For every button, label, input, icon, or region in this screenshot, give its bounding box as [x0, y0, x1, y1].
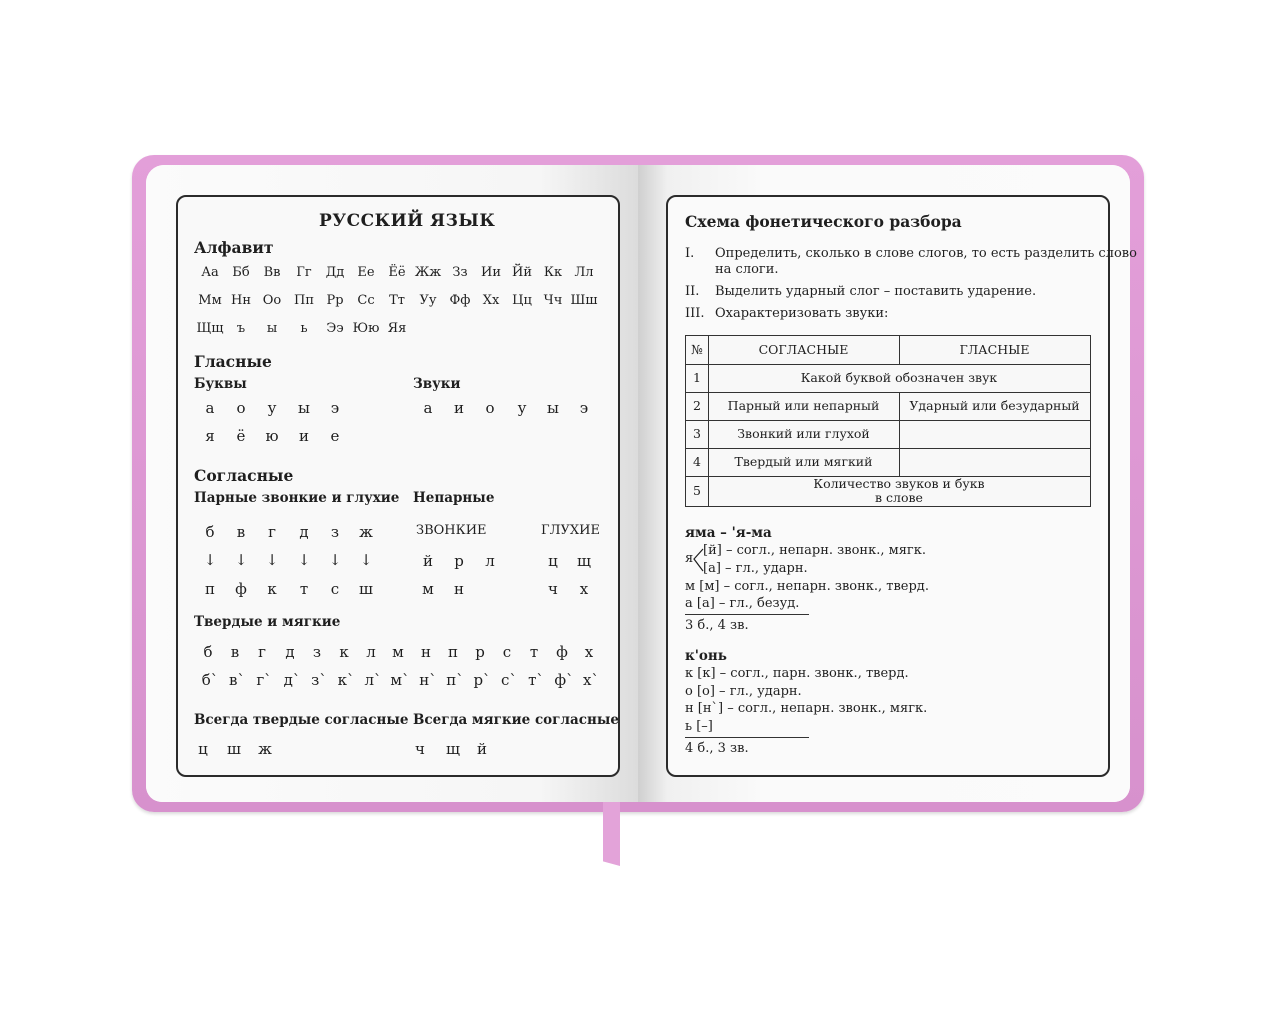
soft-consonant: с` [501, 671, 517, 689]
soft-consonant: л` [364, 671, 382, 689]
always-soft-label: Всегда мягкие согласные [413, 712, 619, 728]
soft-consonant: б` [201, 671, 219, 689]
table-row-4-consonant: Твердый или мягкий [734, 454, 873, 469]
table-row-3-number: 3 [693, 426, 701, 441]
alphabet-letter: Кк [543, 265, 563, 280]
example-1-underline [685, 614, 809, 615]
paired-voiceless-letter: ф [235, 580, 247, 598]
alphabet-letter: Гг [296, 265, 312, 280]
paired-voiced-letter: д [299, 523, 309, 541]
vowel-letter: а [205, 399, 215, 417]
alphabet-letter: Ээ [326, 321, 344, 336]
hard-consonant: с [502, 643, 512, 661]
table-row-2-number: 2 [693, 398, 701, 413]
hard-consonant: д [285, 643, 295, 661]
alphabet-letter: ъ [236, 321, 246, 336]
paired-voiced-letter: г [268, 523, 276, 541]
paired-voiceless-letter: п [205, 580, 215, 598]
left-info-frame [176, 195, 620, 777]
example-1-line-2: [а] – гл., ударн. [703, 561, 808, 576]
hard-consonant: в [230, 643, 240, 661]
example-2-line-2: о [о] – гл., ударн. [685, 684, 802, 699]
alphabet-letter: Ёё [388, 265, 406, 280]
vowel-letter: е [330, 427, 340, 445]
alphabet-letter: Оо [262, 293, 282, 308]
vowel-letters-label: Буквы [194, 376, 247, 392]
soft-consonant: р` [473, 671, 491, 689]
soft-consonant: з` [311, 671, 327, 689]
alphabet-letter: Уу [419, 293, 437, 308]
voiced-letter: л [485, 552, 495, 570]
voiced-letter: н [454, 580, 464, 598]
table-row-1-merged: Какой буквой обозначен звук [800, 370, 998, 385]
hard-consonant: л [366, 643, 376, 661]
table-row-5-number: 5 [693, 483, 701, 498]
example-1-letter-ya: я [685, 551, 694, 566]
alphabet-letter: Пп [293, 293, 314, 308]
alphabet-letter: Нн [230, 293, 251, 308]
alphabet-letter: Аа [201, 265, 219, 280]
table-header-vowels: ГЛАСНЫЕ [959, 342, 1030, 357]
soft-consonant: х` [583, 671, 599, 689]
arrow-down-icon: ↓ [328, 551, 342, 569]
alphabet-letter: Яя [387, 321, 407, 336]
hard-consonant: ф [556, 643, 568, 661]
step-3-number: III. [685, 306, 705, 321]
always-hard-letter: ж [258, 740, 272, 758]
unpaired-consonants-label: Непарные [413, 490, 495, 506]
vowel-letter: у [267, 399, 277, 417]
always-soft-letter: й [477, 740, 487, 758]
alphabet-letter: Хх [482, 293, 500, 308]
alphabet-letter: Фф [449, 293, 471, 308]
voiceless-letter: ц [548, 552, 558, 570]
alphabet-letter: Зз [452, 265, 468, 280]
alphabet-letter: Лл [574, 265, 594, 280]
table-row-2-consonant: Парный или непарный [727, 398, 880, 413]
voiceless-letter: ч [548, 580, 558, 598]
soft-consonant: т` [528, 671, 544, 689]
example-2-total: 4 б., 3 зв. [685, 741, 749, 756]
soft-consonant: н` [419, 671, 437, 689]
step-2-number: II. [685, 284, 700, 299]
example-1-line-3: м [м] – согл., непарн. звонк., тверд. [685, 579, 929, 594]
soft-consonant: д` [283, 671, 301, 689]
vowel-letter: ы [298, 399, 310, 417]
table-header-number: № [691, 342, 703, 357]
alphabet-heading: Алфавит [194, 238, 274, 257]
arrow-down-icon: ↓ [265, 551, 279, 569]
alphabet-letter: ь [300, 321, 308, 336]
voiced-letter: й [423, 552, 433, 570]
arrow-down-icon: ↓ [234, 551, 248, 569]
alphabet-letter: Вв [263, 265, 281, 280]
paired-voiceless-letter: т [299, 580, 309, 598]
table-row-4-number: 4 [693, 454, 701, 469]
step-2-text: Выделить ударный слог – поставить ударение. [715, 284, 1037, 299]
hard-consonant: к [339, 643, 349, 661]
alphabet-letter: Ее [357, 265, 375, 280]
example-2-word: к'онь [685, 648, 727, 664]
hard-consonant: р [475, 643, 485, 661]
voiced-letter: р [454, 552, 464, 570]
step-1-text-cont: на слоги. [715, 262, 779, 277]
soft-consonant: п` [446, 671, 464, 689]
alphabet-letter: Ии [480, 265, 501, 280]
soft-consonant: м` [390, 671, 410, 689]
paired-voiced-letter: б [205, 523, 215, 541]
alphabet-letter: Сс [357, 293, 375, 308]
hard-consonant: п [448, 643, 458, 661]
paired-consonants-label: Парные звонкие и глухие [194, 490, 400, 506]
voiceless-label: ГЛУХИЕ [541, 523, 600, 538]
table-row-3-consonant: Звонкий или глухой [737, 426, 870, 441]
alphabet-letter: Жж [414, 265, 442, 280]
hard-consonant: х [584, 643, 594, 661]
alphabet-letter: Юю [352, 321, 380, 336]
step-1-text: Определить, сколько в слове слогов, то есть разделить слово [715, 246, 1137, 261]
vowel-sound: и [454, 399, 464, 417]
paired-voiceless-letter: к [267, 580, 277, 598]
always-soft-letter: ч [415, 740, 425, 758]
vowel-sound: ы [547, 399, 559, 417]
always-hard-label: Всегда твердые согласные [194, 712, 409, 728]
hard-consonant: з [312, 643, 322, 661]
table-row-1-number: 1 [693, 370, 701, 385]
vowel-letter: э [330, 399, 340, 417]
vowel-sound: а [423, 399, 433, 417]
phonetic-table [685, 335, 1091, 507]
vowel-letter: о [236, 399, 246, 417]
example-2-underline [685, 737, 809, 738]
alphabet-letter: Йй [511, 265, 532, 280]
example-1-total: 3 б., 4 зв. [685, 618, 749, 633]
alphabet-letter: Чч [543, 293, 563, 308]
table-row-5-merged: Количество звуков и букв [813, 476, 985, 491]
voiced-letter: м [422, 580, 434, 598]
alphabet-letter: Цц [512, 293, 532, 308]
example-1-line-4: а [а] – гл., безуд. [685, 596, 800, 611]
page-title: РУССКИЙ ЯЗЫК [319, 211, 496, 231]
soft-consonant: к` [337, 671, 355, 689]
alphabet-letter: Шш [570, 293, 598, 308]
alphabet-letter: Тт [389, 293, 405, 308]
table-row-5-merged-cont: в слове [875, 490, 923, 505]
consonants-heading: Согласные [194, 466, 294, 485]
voiceless-letter: х [579, 580, 589, 598]
paired-voiceless-letter: с [330, 580, 340, 598]
vowel-sounds-label: Звуки [413, 376, 461, 392]
vowel-letter: ё [236, 427, 246, 445]
bookmark-ribbon [603, 800, 620, 866]
paired-voiced-letter: в [236, 523, 246, 541]
example-1-word: яма – 'я-ма [685, 525, 772, 541]
hard-consonant: н [421, 643, 431, 661]
step-1-number: I. [685, 246, 695, 261]
example-2-line-4: ь [–] [685, 719, 713, 734]
alphabet-letter: ы [266, 321, 278, 336]
example-2-line-3: н [н`] – согл., непарн. звонк., мягк. [685, 701, 928, 716]
hard-consonant: т [529, 643, 539, 661]
voiceless-letter: щ [577, 552, 591, 570]
voiced-label: ЗВОНКИЕ [416, 523, 487, 538]
soft-consonant: ф` [554, 671, 574, 689]
table-row-2-vowel: Ударный или безударный [909, 398, 1080, 413]
always-hard-letter: ш [227, 740, 241, 758]
hard-consonant: м [392, 643, 404, 661]
example-2-line-1: к [к] – согл., парн. звонк., тверд. [685, 666, 909, 681]
always-hard-letter: ц [198, 740, 208, 758]
paired-voiced-letter: ж [359, 523, 373, 541]
soft-consonant: г` [256, 671, 272, 689]
vowel-letter: ю [265, 427, 279, 445]
alphabet-letter: Мм [198, 293, 222, 308]
vowel-sound: э [579, 399, 589, 417]
arrow-down-icon: ↓ [359, 551, 373, 569]
example-1-line-1: [й] – согл., непарн. звонк., мягк. [703, 543, 926, 558]
vowel-letter: и [299, 427, 309, 445]
alphabet-letter: Щщ [196, 321, 224, 336]
vowel-sound: у [517, 399, 527, 417]
alphabet-letter: Рр [326, 293, 344, 308]
vowel-sound: о [485, 399, 495, 417]
paired-voiceless-letter: ш [359, 580, 373, 598]
step-3-text: Охарактеризовать звуки: [715, 306, 889, 321]
vowels-heading: Гласные [194, 352, 272, 371]
always-soft-letter: щ [446, 740, 460, 758]
alphabet-letter: Дд [325, 265, 345, 280]
paired-voiced-letter: з [330, 523, 340, 541]
alphabet-letter: Бб [232, 265, 250, 280]
hard-soft-heading: Твердые и мягкие [194, 614, 341, 630]
arrow-down-icon: ↓ [203, 551, 217, 569]
right-page-title: Схема фонетического разбора [685, 212, 962, 231]
hard-consonant: г [258, 643, 266, 661]
hard-consonant: б [203, 643, 213, 661]
soft-consonant: в` [229, 671, 245, 689]
table-header-consonants: СОГЛАСНЫЕ [758, 342, 849, 357]
vowel-letter: я [205, 427, 215, 445]
arrow-down-icon: ↓ [297, 551, 311, 569]
